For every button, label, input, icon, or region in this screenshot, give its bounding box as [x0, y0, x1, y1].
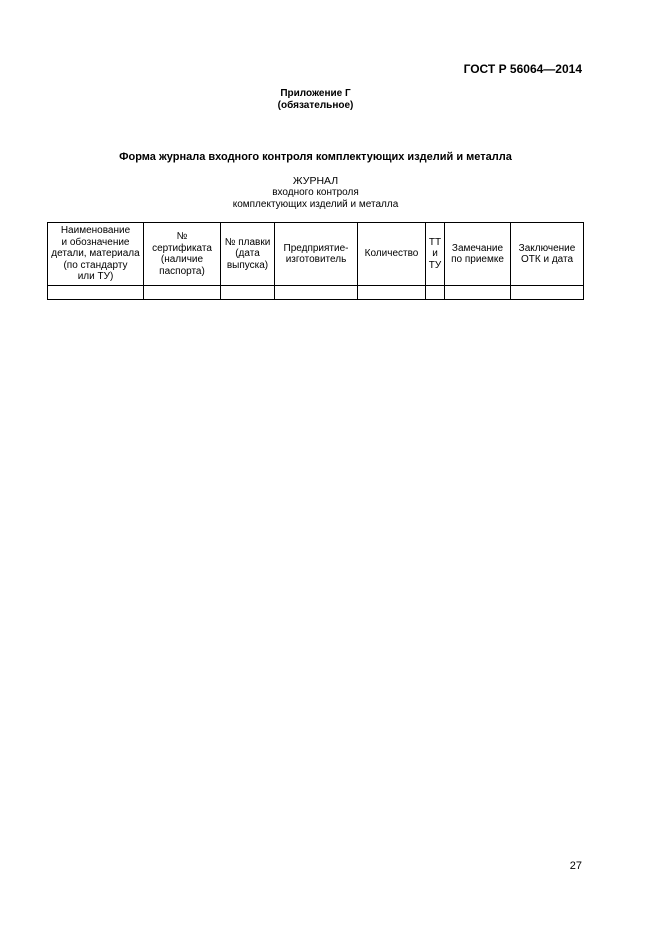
column-header-line: Предприятие- [283, 242, 349, 254]
column-header-name [48, 223, 144, 286]
appendix-title: Приложение Г [280, 88, 351, 99]
column-header-line: выпуска) [226, 259, 269, 271]
table-cell[interactable] [445, 286, 511, 300]
column-header-line: изготовитель [285, 254, 347, 265]
column-header-line: (дата [235, 248, 260, 260]
journal-table [47, 222, 584, 300]
form-title-text: Форма журнала входного контроля комплектующих изделий и металла [119, 151, 512, 163]
document-code: ГОСТ Р 56064—2014 [463, 62, 582, 76]
column-header-manufacturer [275, 223, 358, 286]
column-header-line: ОТК и дата [520, 254, 574, 265]
column-header-tt-tu [426, 223, 445, 286]
column-header-line: и [432, 248, 438, 260]
column-header-line: или ТУ) [77, 271, 114, 283]
table-row [48, 286, 584, 300]
journal-subtitle-line-1: входного контроля [272, 187, 359, 198]
column-header-remark [445, 223, 511, 286]
column-header-line: Замечание [451, 242, 504, 254]
journal-subtitle-line-2: комплектующих изделий и металла [232, 199, 399, 210]
column-header-line: № [176, 231, 188, 242]
appendix-status: (обязательное) [277, 100, 354, 111]
table-cell[interactable] [144, 286, 221, 300]
table-cell[interactable] [48, 286, 144, 300]
column-header-line: детали, материала [51, 248, 140, 260]
column-header-line: и обозначение [61, 236, 130, 248]
column-header-line: Количество [364, 248, 419, 260]
column-header-line: № плавки [224, 236, 271, 248]
journal-title: ЖУРНАЛ [292, 175, 339, 187]
column-header-line: Наименование [60, 225, 131, 237]
column-header-otk-conclusion [511, 223, 584, 286]
column-header-line: по приемке [451, 254, 504, 265]
table-header-row [48, 223, 584, 286]
column-header-certificate [144, 223, 221, 286]
column-header-line: ТУ [428, 259, 442, 271]
journal-heading [0, 175, 661, 211]
column-header-line: ТТ [428, 236, 442, 248]
page-number: 27 [569, 860, 582, 872]
table-cell[interactable] [426, 286, 445, 300]
column-header-line: (по стандарту [63, 259, 128, 271]
table-cell[interactable] [275, 286, 358, 300]
table-cell[interactable] [221, 286, 275, 300]
table-cell[interactable] [511, 286, 584, 300]
column-header-line: Заключение [518, 242, 576, 254]
column-header-line: паспорта) [159, 265, 205, 277]
column-header-line: сертификата [152, 242, 212, 254]
appendix-heading [0, 88, 661, 112]
column-header-quantity [358, 223, 426, 286]
form-title [0, 151, 661, 163]
column-header-melt-number [221, 223, 275, 286]
column-header-line: (наличие [160, 254, 204, 265]
table-cell[interactable] [358, 286, 426, 300]
